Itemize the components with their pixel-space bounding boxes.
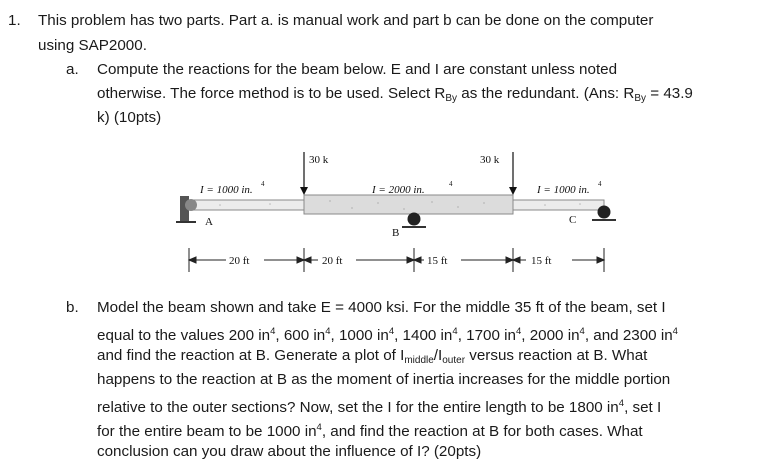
part-b-text: and find the reaction at B. Generate a plot of I xyxy=(97,347,405,364)
part-a-label: a. xyxy=(66,61,79,78)
support-a-label: A xyxy=(205,216,213,228)
intro-line-2: using SAP2000. xyxy=(38,37,147,54)
intro-line-1: This problem has two parts. Part a. is manual work and part b can be done on the computer xyxy=(38,12,654,29)
superscript: 4 xyxy=(515,326,522,337)
part-a-line-1: Compute the reactions for the beam below. E and I are constant unless noted xyxy=(97,61,618,78)
part-a-text: = 43.9 xyxy=(646,85,693,102)
part-b-text: , set I xyxy=(624,399,662,416)
superscript: 4 xyxy=(325,326,331,337)
part-b-text: , 600 in xyxy=(275,327,326,344)
dimension-2-label: 20 ft xyxy=(322,255,343,267)
part-b-label: b. xyxy=(66,299,79,316)
load-1-label: 30 k xyxy=(309,154,329,166)
roller-support-b xyxy=(402,213,426,228)
dimension-4-label: 15 ft xyxy=(531,255,552,267)
superscript: 4 xyxy=(270,326,276,337)
superscript: 4 xyxy=(388,326,395,337)
part-b-text: relative to the outer sections? Now, set the I for the entire length to be 1800 in xyxy=(97,399,619,416)
load-2-label: 30 k xyxy=(480,154,500,166)
superscript: 4 xyxy=(672,326,678,337)
part-b-text: , 2000 in xyxy=(521,327,580,344)
part-a-text: otherwise. The force method is to be used. Select R xyxy=(97,85,446,102)
i-mid-sup: 4 xyxy=(449,180,453,188)
subscript: outer xyxy=(442,355,466,366)
part-b-line-6 xyxy=(97,418,643,442)
part-b-text: versus reaction at B. What xyxy=(465,347,648,364)
subscript: By xyxy=(634,93,647,104)
dimension-1-label: 20 ft xyxy=(229,255,250,267)
problem-number: 1. xyxy=(8,12,21,29)
i-left-sup: 4 xyxy=(261,180,265,188)
i-left-label: I = 1000 in. xyxy=(200,184,253,196)
superscript: 4 xyxy=(316,422,322,433)
part-a-text: as the redundant. (Ans: R xyxy=(457,85,635,102)
beam-middle-segment xyxy=(304,195,513,214)
part-b-line-4: happens to the reaction at B as the moment of inertia increases for the middle portion xyxy=(97,371,671,388)
i-right-sup: 4 xyxy=(598,180,602,188)
dimension-3-label: 15 ft xyxy=(427,255,448,267)
part-b-text: /I xyxy=(433,347,443,364)
support-b-label: B xyxy=(392,227,400,239)
part-b-line-3 xyxy=(97,346,647,371)
part-b-line-2 xyxy=(97,322,678,346)
part-b-text: , and 2300 in xyxy=(584,327,673,344)
part-b-line-7: conclusion can you draw about the influence of I? (20pts) xyxy=(97,443,482,460)
part-b-text: , and find the reaction at B for both cases. What xyxy=(321,423,643,440)
load-arrow-1 xyxy=(300,152,308,195)
beam-left-segment xyxy=(190,200,304,210)
load-arrow-2 xyxy=(509,152,517,195)
fixed-support-a xyxy=(176,196,197,222)
superscript: 4 xyxy=(618,398,625,409)
part-b-line-5 xyxy=(97,394,661,418)
part-b-text: , 1000 in xyxy=(330,327,389,344)
subscript: By xyxy=(445,93,458,104)
superscript: 4 xyxy=(579,326,585,337)
part-b-text: , 1400 in xyxy=(394,327,453,344)
part-b-line-1: Model the beam shown and take E = 4000 ksi. For the middle 35 ft of the beam, set I xyxy=(97,299,666,316)
support-c-label: C xyxy=(569,214,577,226)
i-right-label: I = 1000 in. xyxy=(537,184,590,196)
beam-right-segment xyxy=(513,200,604,210)
part-b-text: , 1700 in xyxy=(457,327,516,344)
part-a-line-3: k) (10pts) xyxy=(97,109,162,126)
i-mid-label: I = 2000 in. xyxy=(372,184,425,196)
subscript: middle xyxy=(404,355,434,366)
part-b-text: equal to the values 200 in xyxy=(97,327,271,344)
superscript: 4 xyxy=(452,326,458,337)
part-b-text: for the entire beam to be 1000 in xyxy=(97,423,317,440)
